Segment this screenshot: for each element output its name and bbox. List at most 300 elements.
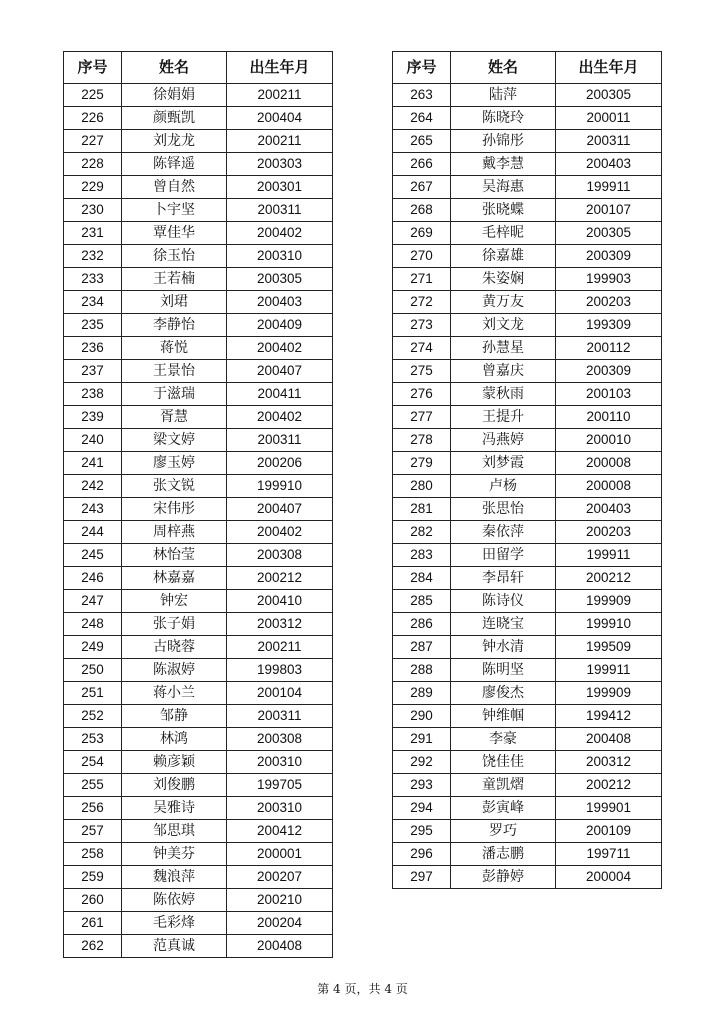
table-row: [64, 521, 333, 544]
table-row: [64, 636, 333, 659]
table-row: [64, 291, 333, 314]
cell-name: 秦依萍: [451, 521, 556, 544]
cell-index: 277: [393, 406, 451, 429]
table-row: [393, 84, 662, 107]
table-row: [64, 176, 333, 199]
cell-name: 连晓宝: [451, 613, 556, 636]
cell-index: 248: [64, 613, 122, 636]
cell-birth: 199911: [556, 544, 662, 567]
cell-index: 249: [64, 636, 122, 659]
cell-index: 264: [393, 107, 451, 130]
table-row: [393, 567, 662, 590]
cell-index: 240: [64, 429, 122, 452]
cell-name: 赖彦颖: [122, 751, 227, 774]
cell-index: 241: [64, 452, 122, 475]
cell-birth: 200310: [227, 751, 333, 774]
cell-birth: 200004: [556, 866, 662, 889]
cell-name: 冯燕婷: [451, 429, 556, 452]
cell-birth: 200203: [556, 521, 662, 544]
cell-birth: 200301: [227, 176, 333, 199]
cell-name: 王景怡: [122, 360, 227, 383]
cell-birth: 199901: [556, 797, 662, 820]
cell-name: 陆萍: [451, 84, 556, 107]
cell-birth: 200407: [227, 360, 333, 383]
cell-birth: 200402: [227, 406, 333, 429]
cell-index: 292: [393, 751, 451, 774]
page-footer: 第 4 页，共 4 页: [317, 982, 408, 996]
table-row: [393, 751, 662, 774]
table-row: [393, 659, 662, 682]
cell-name: 罗巧: [451, 820, 556, 843]
cell-birth: 199911: [556, 176, 662, 199]
cell-index: 279: [393, 452, 451, 475]
cell-index: 289: [393, 682, 451, 705]
table-row: [64, 889, 333, 912]
cell-birth: 200211: [227, 130, 333, 153]
table-row: [64, 728, 333, 751]
cell-name: 张文锐: [122, 475, 227, 498]
cell-index: 263: [393, 84, 451, 107]
cell-index: 232: [64, 245, 122, 268]
cell-index: 236: [64, 337, 122, 360]
cell-birth: 200211: [227, 636, 333, 659]
table-row: [393, 291, 662, 314]
cell-name: 陈明坚: [451, 659, 556, 682]
cell-index: 291: [393, 728, 451, 751]
cell-name: 潘志鹏: [451, 843, 556, 866]
cell-name: 邹静: [122, 705, 227, 728]
cell-birth: 200305: [227, 268, 333, 291]
cell-index: 284: [393, 567, 451, 590]
table-row: [64, 314, 333, 337]
cell-name: 吴海惠: [451, 176, 556, 199]
cell-index: 260: [64, 889, 122, 912]
cell-birth: 200309: [556, 245, 662, 268]
cell-birth: 200305: [556, 84, 662, 107]
cell-birth: 200409: [227, 314, 333, 337]
cell-index: 296: [393, 843, 451, 866]
cell-index: 245: [64, 544, 122, 567]
table-row: [64, 337, 333, 360]
cell-birth: 200001: [227, 843, 333, 866]
table-row: [393, 590, 662, 613]
cell-index: 255: [64, 774, 122, 797]
cell-birth: 200008: [556, 475, 662, 498]
cell-index: 258: [64, 843, 122, 866]
cell-birth: 200303: [227, 153, 333, 176]
cell-birth: 200410: [227, 590, 333, 613]
cell-name: 钟美芬: [122, 843, 227, 866]
cell-name: 刘俊鹏: [122, 774, 227, 797]
roster-table-right: [392, 51, 662, 889]
cell-birth: 200212: [227, 567, 333, 590]
cell-birth: 200207: [227, 866, 333, 889]
cell-birth: 200110: [556, 406, 662, 429]
table-row: [64, 797, 333, 820]
cell-index: 272: [393, 291, 451, 314]
cell-name: 曾自然: [122, 176, 227, 199]
cell-index: 226: [64, 107, 122, 130]
cell-birth: 199309: [556, 314, 662, 337]
cell-birth: 200311: [227, 429, 333, 452]
cell-name: 林鸿: [122, 728, 227, 751]
cell-birth: 200107: [556, 199, 662, 222]
cell-birth: 200204: [227, 912, 333, 935]
cell-name: 卜宇坚: [122, 199, 227, 222]
cell-name: 蒋悦: [122, 337, 227, 360]
cell-index: 295: [393, 820, 451, 843]
cell-birth: 200310: [227, 797, 333, 820]
cell-name: 朱姿娴: [451, 268, 556, 291]
cell-index: 273: [393, 314, 451, 337]
table-row: [64, 866, 333, 889]
roster-table-left: [63, 51, 333, 958]
table-row: [64, 199, 333, 222]
cell-index: 239: [64, 406, 122, 429]
table-row: [393, 521, 662, 544]
cell-name: 林怡莹: [122, 544, 227, 567]
cell-birth: 200403: [227, 291, 333, 314]
cell-name: 徐嘉雄: [451, 245, 556, 268]
cell-index: 227: [64, 130, 122, 153]
cell-index: 266: [393, 153, 451, 176]
table-header-row: [393, 52, 662, 84]
cell-name: 曾嘉庆: [451, 360, 556, 383]
cell-index: 233: [64, 268, 122, 291]
table-row: [64, 84, 333, 107]
cell-name: 孙锦彤: [451, 130, 556, 153]
cell-index: 275: [393, 360, 451, 383]
cell-name: 邹思琪: [122, 820, 227, 843]
cell-birth: 200404: [227, 107, 333, 130]
table-row: [393, 314, 662, 337]
cell-name: 廖俊杰: [451, 682, 556, 705]
cell-index: 230: [64, 199, 122, 222]
cell-name: 张思怡: [451, 498, 556, 521]
cell-index: 276: [393, 383, 451, 406]
cell-birth: 200203: [556, 291, 662, 314]
table-row: [64, 705, 333, 728]
cell-index: 243: [64, 498, 122, 521]
cell-name: 刘梦霞: [451, 452, 556, 475]
cell-name: 蒋小兰: [122, 682, 227, 705]
table-row: [64, 544, 333, 567]
cell-birth: 200103: [556, 383, 662, 406]
table-body-left: [64, 84, 333, 958]
table-row: [393, 682, 662, 705]
header-index: 序号: [393, 52, 451, 84]
cell-birth: 199909: [556, 682, 662, 705]
table-row: [393, 475, 662, 498]
cell-index: 251: [64, 682, 122, 705]
cell-name: 王若楠: [122, 268, 227, 291]
cell-birth: 200308: [227, 544, 333, 567]
cell-index: 252: [64, 705, 122, 728]
table-row: [64, 153, 333, 176]
table-row: [393, 107, 662, 130]
table-row: [64, 774, 333, 797]
cell-name: 覃佳华: [122, 222, 227, 245]
cell-name: 彭静婷: [451, 866, 556, 889]
table-row: [64, 682, 333, 705]
table-row: [393, 843, 662, 866]
cell-index: 294: [393, 797, 451, 820]
table-row: [64, 268, 333, 291]
table-row: [393, 498, 662, 521]
table-row: [64, 567, 333, 590]
cell-name: 古晓蓉: [122, 636, 227, 659]
table-row: [393, 130, 662, 153]
cell-index: 262: [64, 935, 122, 958]
cell-birth: 200402: [227, 337, 333, 360]
cell-index: 244: [64, 521, 122, 544]
cell-index: 280: [393, 475, 451, 498]
cell-index: 231: [64, 222, 122, 245]
cell-index: 285: [393, 590, 451, 613]
cell-index: 269: [393, 222, 451, 245]
table-row: [393, 636, 662, 659]
cell-birth: 200305: [556, 222, 662, 245]
header-index: 序号: [64, 52, 122, 84]
cell-index: 288: [393, 659, 451, 682]
table-row: [64, 429, 333, 452]
cell-name: 于滋瑞: [122, 383, 227, 406]
cell-birth: 200312: [556, 751, 662, 774]
cell-birth: 200309: [556, 360, 662, 383]
cell-birth: 200212: [556, 774, 662, 797]
table-row: [64, 843, 333, 866]
cell-name: 魏浪萍: [122, 866, 227, 889]
table-row: [64, 498, 333, 521]
cell-name: 王提升: [451, 406, 556, 429]
cell-birth: 200211: [227, 84, 333, 107]
header-birth: 出生年月: [556, 52, 662, 84]
cell-name: 钟维帼: [451, 705, 556, 728]
cell-birth: 200412: [227, 820, 333, 843]
cell-index: 250: [64, 659, 122, 682]
cell-name: 陈晓玲: [451, 107, 556, 130]
cell-index: 254: [64, 751, 122, 774]
cell-index: 246: [64, 567, 122, 590]
cell-birth: 199509: [556, 636, 662, 659]
cell-birth: 200308: [227, 728, 333, 751]
cell-index: 274: [393, 337, 451, 360]
cell-name: 陈淑婷: [122, 659, 227, 682]
table-row: [393, 866, 662, 889]
cell-index: 256: [64, 797, 122, 820]
table-row: [64, 360, 333, 383]
cell-name: 徐娟娟: [122, 84, 227, 107]
cell-name: 陈诗仪: [451, 590, 556, 613]
cell-birth: 199412: [556, 705, 662, 728]
table-row: [393, 153, 662, 176]
header-name: 姓名: [122, 52, 227, 84]
cell-name: 陈铎遥: [122, 153, 227, 176]
cell-name: 戴李慧: [451, 153, 556, 176]
table-row: [393, 199, 662, 222]
table-row: [64, 383, 333, 406]
cell-name: 蒙秋雨: [451, 383, 556, 406]
cell-name: 卢杨: [451, 475, 556, 498]
cell-name: 徐玉怡: [122, 245, 227, 268]
cell-name: 梁文婷: [122, 429, 227, 452]
cell-name: 颜甄凯: [122, 107, 227, 130]
cell-birth: 200407: [227, 498, 333, 521]
cell-name: 饶佳佳: [451, 751, 556, 774]
header-name: 姓名: [451, 52, 556, 84]
cell-birth: 200310: [227, 245, 333, 268]
table-row: [64, 659, 333, 682]
cell-index: 293: [393, 774, 451, 797]
table-body-right: [393, 84, 662, 889]
cell-birth: 199803: [227, 659, 333, 682]
table-row: [64, 751, 333, 774]
table-row: [64, 613, 333, 636]
cell-name: 范真诚: [122, 935, 227, 958]
table-row: [64, 245, 333, 268]
cell-name: 童凯熠: [451, 774, 556, 797]
cell-birth: 200212: [556, 567, 662, 590]
table-row: [393, 222, 662, 245]
cell-name: 刘文龙: [451, 314, 556, 337]
cell-index: 287: [393, 636, 451, 659]
table-row: [393, 452, 662, 475]
table-row: [393, 337, 662, 360]
cell-birth: 200403: [556, 498, 662, 521]
cell-index: 282: [393, 521, 451, 544]
cell-index: 290: [393, 705, 451, 728]
cell-index: 228: [64, 153, 122, 176]
cell-index: 271: [393, 268, 451, 291]
table-row: [64, 590, 333, 613]
table-header-row: [64, 52, 333, 84]
cell-index: 235: [64, 314, 122, 337]
cell-index: 257: [64, 820, 122, 843]
cell-index: 281: [393, 498, 451, 521]
table-row: [393, 383, 662, 406]
cell-index: 237: [64, 360, 122, 383]
cell-name: 刘珺: [122, 291, 227, 314]
cell-name: 毛梓昵: [451, 222, 556, 245]
table-row: [393, 797, 662, 820]
cell-name: 彭寅峰: [451, 797, 556, 820]
cell-name: 吴雅诗: [122, 797, 227, 820]
cell-name: 钟宏: [122, 590, 227, 613]
cell-index: 268: [393, 199, 451, 222]
cell-index: 253: [64, 728, 122, 751]
cell-name: 陈依婷: [122, 889, 227, 912]
cell-birth: 199705: [227, 774, 333, 797]
cell-birth: 199909: [556, 590, 662, 613]
cell-birth: 200311: [227, 705, 333, 728]
table-row: [64, 406, 333, 429]
cell-name: 田留学: [451, 544, 556, 567]
cell-birth: 199903: [556, 268, 662, 291]
table-row: [393, 544, 662, 567]
cell-birth: 200210: [227, 889, 333, 912]
table-row: [393, 406, 662, 429]
table-row: [393, 728, 662, 751]
table-row: [393, 360, 662, 383]
cell-birth: 200112: [556, 337, 662, 360]
cell-index: 265: [393, 130, 451, 153]
table-row: [64, 130, 333, 153]
table-row: [64, 452, 333, 475]
cell-name: 钟水清: [451, 636, 556, 659]
cell-index: 247: [64, 590, 122, 613]
cell-index: 261: [64, 912, 122, 935]
cell-birth: 200402: [227, 521, 333, 544]
cell-name: 毛彩烽: [122, 912, 227, 935]
cell-birth: 200206: [227, 452, 333, 475]
cell-index: 259: [64, 866, 122, 889]
cell-birth: 200411: [227, 383, 333, 406]
table-row: [393, 176, 662, 199]
cell-name: 刘龙龙: [122, 130, 227, 153]
cell-birth: 200408: [556, 728, 662, 751]
table-row: [393, 774, 662, 797]
table-row: [393, 613, 662, 636]
cell-name: 张晓蝶: [451, 199, 556, 222]
cell-birth: 200010: [556, 429, 662, 452]
table-row: [393, 429, 662, 452]
table-row: [393, 820, 662, 843]
cell-index: 267: [393, 176, 451, 199]
table-row: [64, 820, 333, 843]
table-row: [64, 107, 333, 130]
cell-index: 234: [64, 291, 122, 314]
cell-index: 238: [64, 383, 122, 406]
table-row: [64, 475, 333, 498]
table-row: [64, 222, 333, 245]
table-row: [64, 912, 333, 935]
cell-index: 286: [393, 613, 451, 636]
cell-birth: 200311: [556, 130, 662, 153]
cell-name: 李昂轩: [451, 567, 556, 590]
table-row: [393, 268, 662, 291]
cell-birth: 200008: [556, 452, 662, 475]
cell-name: 张子娟: [122, 613, 227, 636]
cell-birth: 199910: [556, 613, 662, 636]
cell-name: 周梓燕: [122, 521, 227, 544]
cell-name: 李豪: [451, 728, 556, 751]
cell-birth: 200408: [227, 935, 333, 958]
cell-birth: 199910: [227, 475, 333, 498]
cell-birth: 199711: [556, 843, 662, 866]
cell-birth: 200311: [227, 199, 333, 222]
cell-index: 229: [64, 176, 122, 199]
cell-name: 孙慧星: [451, 337, 556, 360]
cell-name: 廖玉婷: [122, 452, 227, 475]
cell-index: 297: [393, 866, 451, 889]
cell-index: 278: [393, 429, 451, 452]
cell-birth: 199911: [556, 659, 662, 682]
cell-birth: 200104: [227, 682, 333, 705]
cell-birth: 200109: [556, 820, 662, 843]
cell-name: 林嘉嘉: [122, 567, 227, 590]
cell-name: 胥慧: [122, 406, 227, 429]
header-birth: 出生年月: [227, 52, 333, 84]
cell-birth: 200402: [227, 222, 333, 245]
cell-name: 宋伟彤: [122, 498, 227, 521]
cell-index: 225: [64, 84, 122, 107]
cell-birth: 200403: [556, 153, 662, 176]
cell-index: 242: [64, 475, 122, 498]
table-row: [393, 705, 662, 728]
cell-birth: 200011: [556, 107, 662, 130]
table-row: [393, 245, 662, 268]
cell-name: 李静怡: [122, 314, 227, 337]
